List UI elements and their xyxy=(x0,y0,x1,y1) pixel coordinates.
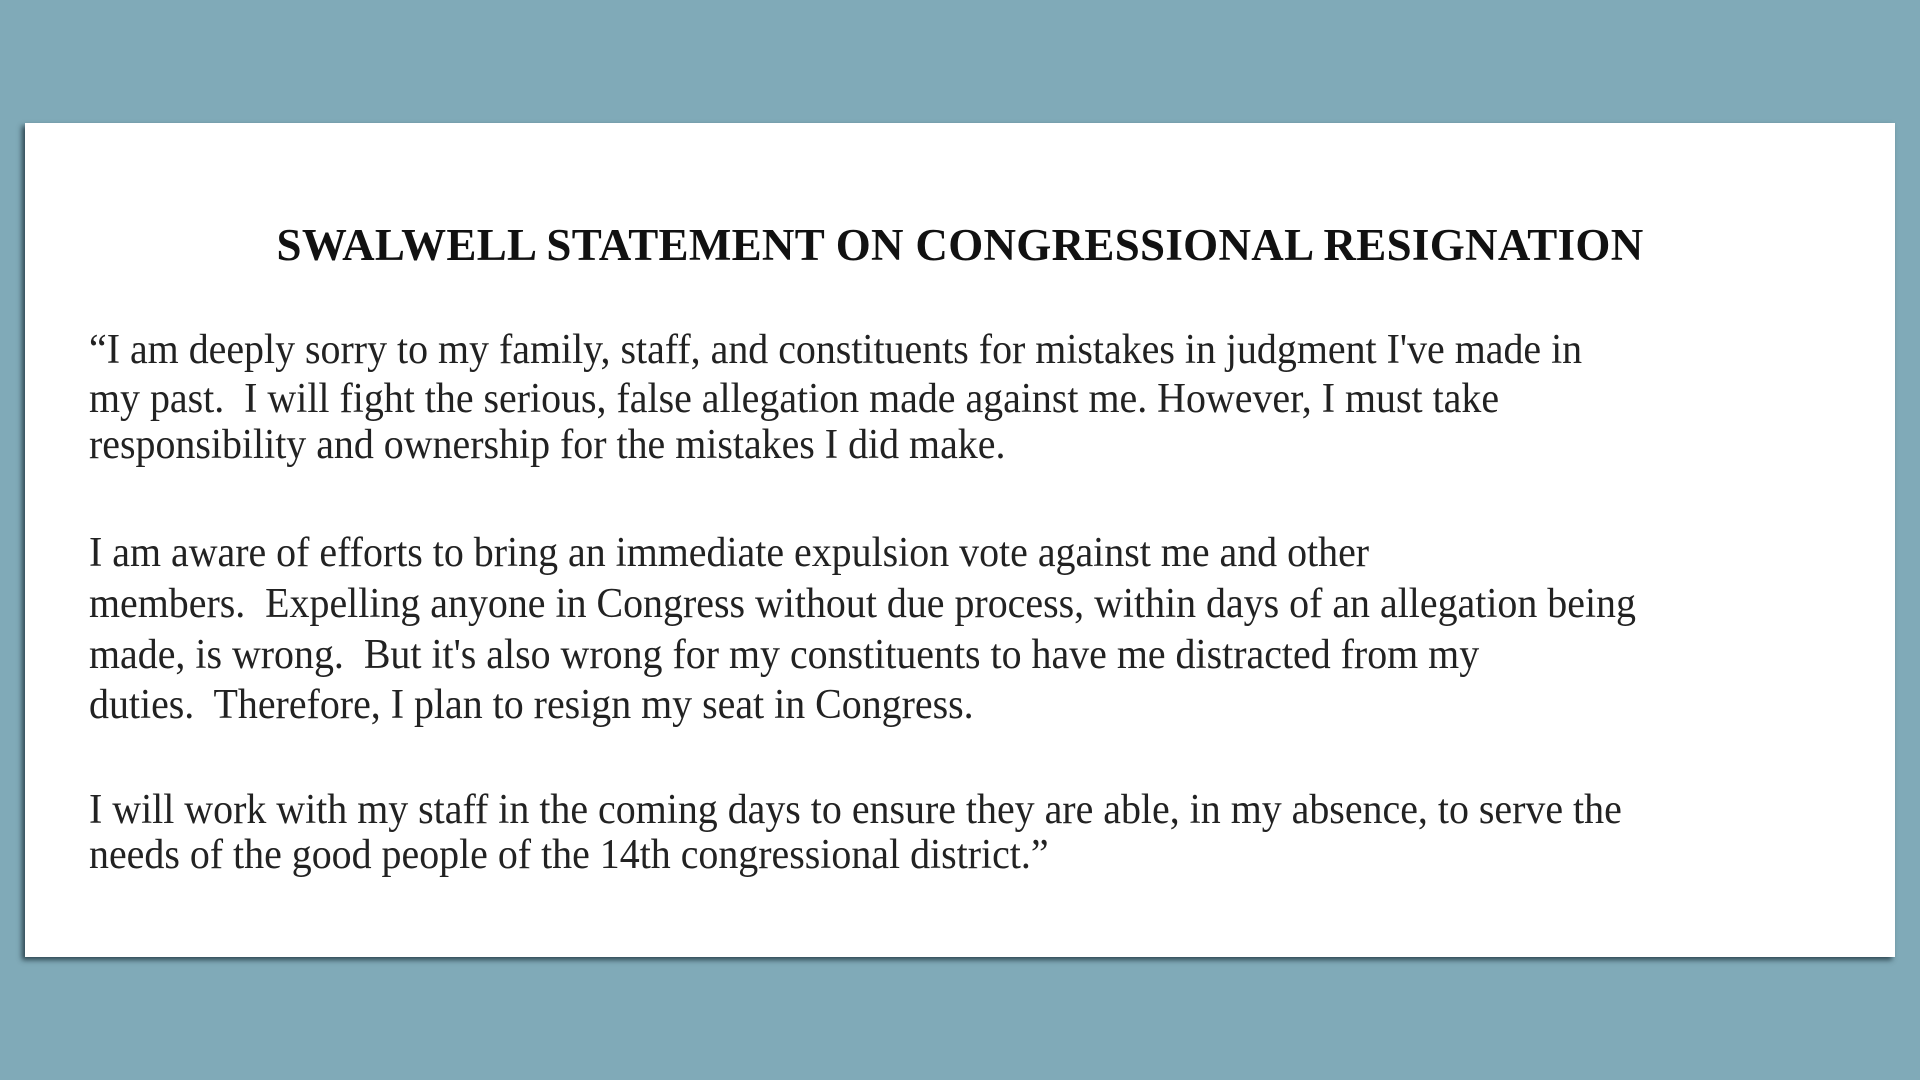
paragraph-line: duties. Therefore, I plan to resign my seat in Congress. xyxy=(89,682,974,728)
statement-title: SWALWELL STATEMENT ON CONGRESSIONAL RESIGNATION xyxy=(276,220,1644,270)
paragraph-line: needs of the good people of the 14th congressional district.” xyxy=(89,832,1049,878)
paragraph-line: “I am deeply sorry to my family, staff, and constituents for mistakes in judgment I've made in xyxy=(89,327,1583,373)
paragraph-line: I will work with my staff in the coming days to ensure they are able, in my absence, to serve the xyxy=(89,787,1622,833)
paragraph-line: made, is wrong. But it's also wrong for my constituents to have me distracted from my xyxy=(89,632,1480,678)
paragraph-line: responsibility and ownership for the mistakes I did make. xyxy=(89,422,1006,468)
paragraph-line: I am aware of efforts to bring an immediate expulsion vote against me and other xyxy=(89,530,1370,576)
statement-page xyxy=(25,123,1895,957)
paragraph-line: members. Expelling anyone in Congress without due process, within days of an allegation being xyxy=(89,581,1636,627)
paragraph-line: my past. I will fight the serious, false allegation made against me. However, I must take xyxy=(89,376,1500,422)
